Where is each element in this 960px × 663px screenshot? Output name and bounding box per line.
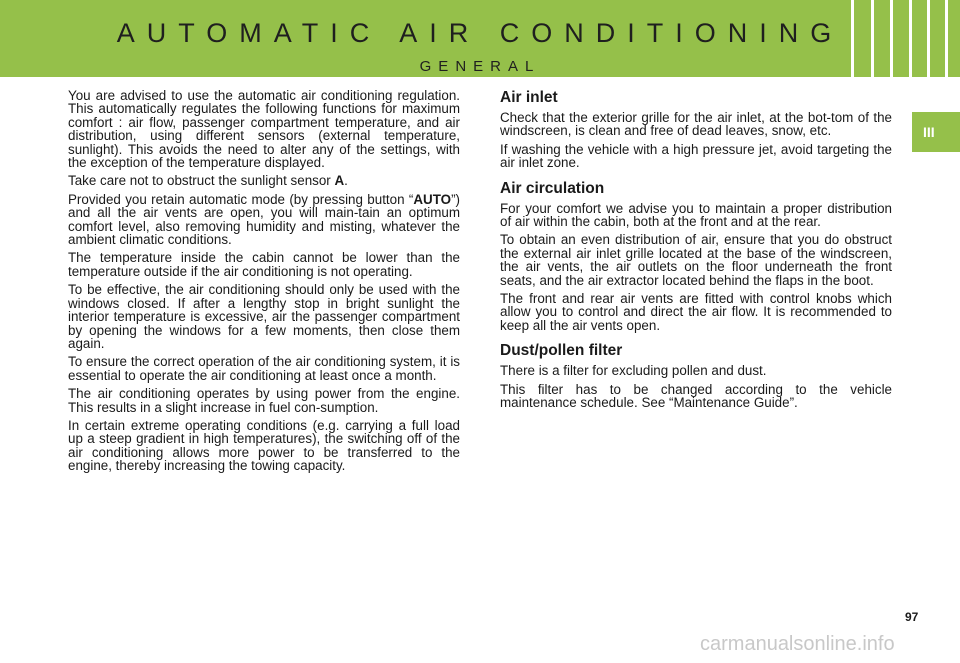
page-title: AUTOMATIC AIR CONDITIONING: [116, 18, 844, 48]
stripe-divider: [851, 0, 854, 77]
chapter-tab[interactable]: [912, 112, 960, 152]
sensor-label: A: [334, 173, 345, 189]
stripe-divider: [871, 0, 874, 77]
paragraph: The air conditioning operates by using power from the engine. This results in a slight increase in fuel con-sumption.: [68, 386, 460, 415]
section-heading-dust-filter: Dust/pollen filter: [500, 342, 623, 360]
left-column: [68, 89, 460, 478]
paragraph: To be effective, the air conditioning should only be used with the windows closed. If after a lengthy stop in bright sunlight the interior temperature is excessive, air the passenger compartment by opening the windows for a few moments, then close them again.: [68, 282, 460, 351]
paragraph: In certain extreme operating conditions (e.g. carrying a full load up a steep gradient in high temperatures), the switching off of the air conditioning allows more power to be transferred to the engine, thereby increasing the towing capacity.: [68, 417, 460, 474]
paragraph: You are advised to use the automatic air conditioning regulation. This automatically regulates the following functions for maximum comfort : air flow, passenger compartment temperature, and air distribution, using different sensors (external temperature, sunlight). This avoids the need to alter any of the settings, with the exception of the temperature displayed.: [68, 88, 460, 171]
right-column: [500, 89, 892, 415]
chapter-tab-label: III: [923, 124, 935, 140]
paragraph: This filter has to be changed according to the vehicle maintenance schedule. See “Maintenance Guide”.: [500, 381, 892, 411]
paragraph: There is a filter for excluding pollen and dust.: [500, 363, 767, 379]
stripe-divider: [927, 0, 930, 77]
paragraph: To obtain an even distribution of air, ensure that you do obstruct the external air inlet grille located at the base of the windscreen, the air vents, the air outlets on the floor underneath the front seats, and the air extractor located behind the flaps in the boot.: [500, 232, 892, 288]
section-heading-air-inlet: Air inlet: [500, 89, 558, 106]
watermark: carmanualsonline.info: [700, 633, 895, 655]
paragraph: Take care not to obstruct the sunlight sensor A.: [68, 173, 348, 189]
auto-button-label: AUTO: [413, 191, 452, 207]
stripe-divider: [909, 0, 912, 77]
paragraph: The temperature inside the cabin cannot be lower than the temperature outside if the air conditioning is not operating.: [68, 250, 460, 279]
page-number: 97: [905, 610, 919, 624]
paragraph: If washing the vehicle with a high pressure jet, avoid targeting the air inlet zone.: [500, 141, 892, 171]
stripe-divider: [945, 0, 948, 77]
paragraph: The front and rear air vents are fitted with control knobs which allow you to control and direct the air flow. It is recommended to keep all the air vents open.: [500, 291, 892, 333]
page-subtitle: GENERAL: [419, 58, 541, 75]
stripe-divider: [890, 0, 893, 77]
paragraph: To ensure the correct operation of the air conditioning system, it is essential to operate the air conditioning at least once a month.: [68, 354, 460, 383]
header-stripes-decoration: [851, 0, 960, 77]
paragraph: Provided you retain automatic mode (by pressing button “AUTO”) and all the air vents are open, you will main-tain an optimum comfort level, also removing humidity and misting, whatever the ambient climatic conditions.: [68, 191, 460, 248]
paragraph: Check that the exterior grille for the air inlet, at the bot-tom of the windscreen, is clean and free of dead leaves, snow, etc.: [500, 110, 892, 139]
section-heading-air-circulation: Air circulation: [500, 179, 605, 197]
paragraph: For your comfort we advise you to maintain a proper distribution of air within the cabin, both at the front and at the rear.: [500, 200, 892, 230]
page-header: [0, 0, 960, 77]
